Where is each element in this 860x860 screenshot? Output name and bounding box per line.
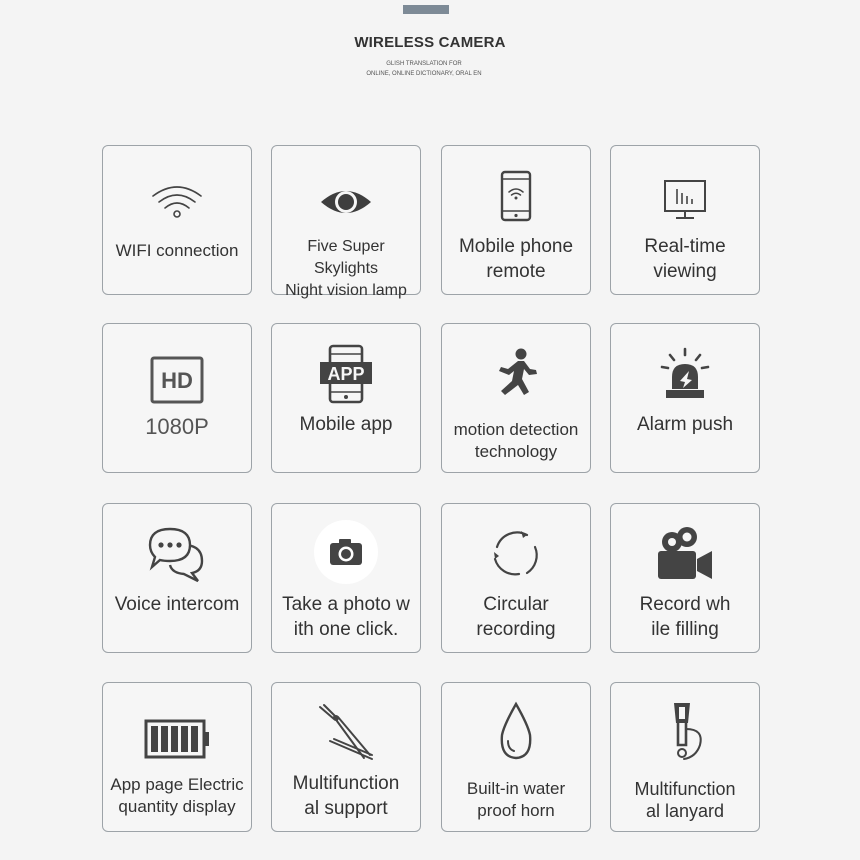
circular-arrows-icon — [442, 526, 590, 582]
feature-label: Take a photo w ith one click. — [282, 594, 410, 640]
feature-label: Circular recording — [476, 594, 556, 640]
feature-label: WIFI connection — [115, 241, 239, 260]
feature-card-support — [271, 682, 421, 832]
feature-card-night-vision — [271, 145, 421, 299]
feature-card-circular — [441, 503, 591, 653]
feature-label: Real-time viewing — [644, 236, 726, 282]
monitor-icon — [611, 172, 759, 228]
feature-label: Voice intercom — [114, 594, 240, 615]
app-icon — [272, 346, 420, 402]
hd-badge-text: HD — [161, 368, 193, 393]
battery-icon — [103, 711, 251, 767]
feature-label: App page Electric quantity display — [110, 775, 244, 816]
feature-card-wifi — [102, 145, 252, 295]
wifi-icon — [103, 174, 251, 230]
feature-card-1080p — [102, 323, 252, 473]
subtitle-line-1: GLISH TRANSLATION FOR — [386, 61, 462, 67]
feature-card-battery — [102, 682, 252, 832]
feature-label: Five Super Skylights Night vision lamp — [285, 238, 407, 299]
feature-card-mobile-app — [271, 323, 421, 473]
chat-bubbles-icon — [103, 526, 251, 582]
feature-card-record — [610, 503, 760, 653]
feature-label: Multifunction al support — [292, 773, 400, 819]
feature-card-mobile-remote — [441, 145, 591, 295]
feature-card-voice — [102, 503, 252, 653]
hd-icon — [103, 352, 251, 408]
feature-card-alarm — [610, 323, 760, 473]
feature-label: motion detection technology — [453, 420, 579, 461]
lanyard-icon — [611, 703, 759, 759]
running-person-icon — [442, 346, 590, 402]
feature-label: Alarm push — [636, 414, 734, 435]
subtitle-line-2: ONLINE, ONLINE DICTIONARY, ORAL EN — [366, 71, 482, 77]
feature-card-motion — [441, 323, 591, 473]
feature-label: Mobile phone remote — [458, 236, 574, 282]
camera-icon — [272, 524, 420, 580]
feature-card-realtime — [610, 145, 760, 295]
video-camera-icon — [611, 526, 759, 582]
feature-label: Multifunction al lanyard — [634, 779, 736, 821]
feature-card-photo — [271, 503, 421, 653]
feature-label: Mobile app — [299, 414, 393, 435]
stand-icon — [272, 705, 420, 761]
phone-wifi-icon — [442, 168, 590, 224]
app-badge-text: APP — [327, 364, 365, 384]
feature-label: Built-in water proof horn — [466, 779, 566, 820]
water-drop-icon — [442, 703, 590, 759]
alarm-light-icon — [611, 346, 759, 402]
eye-icon — [272, 174, 420, 230]
feature-card-lanyard — [610, 682, 760, 832]
feature-label: 1080P — [145, 414, 209, 439]
page-title: WIRELESS CAMERA — [354, 34, 506, 51]
feature-label: Record wh ile filling — [639, 594, 731, 640]
feature-card-waterproof — [441, 682, 591, 832]
